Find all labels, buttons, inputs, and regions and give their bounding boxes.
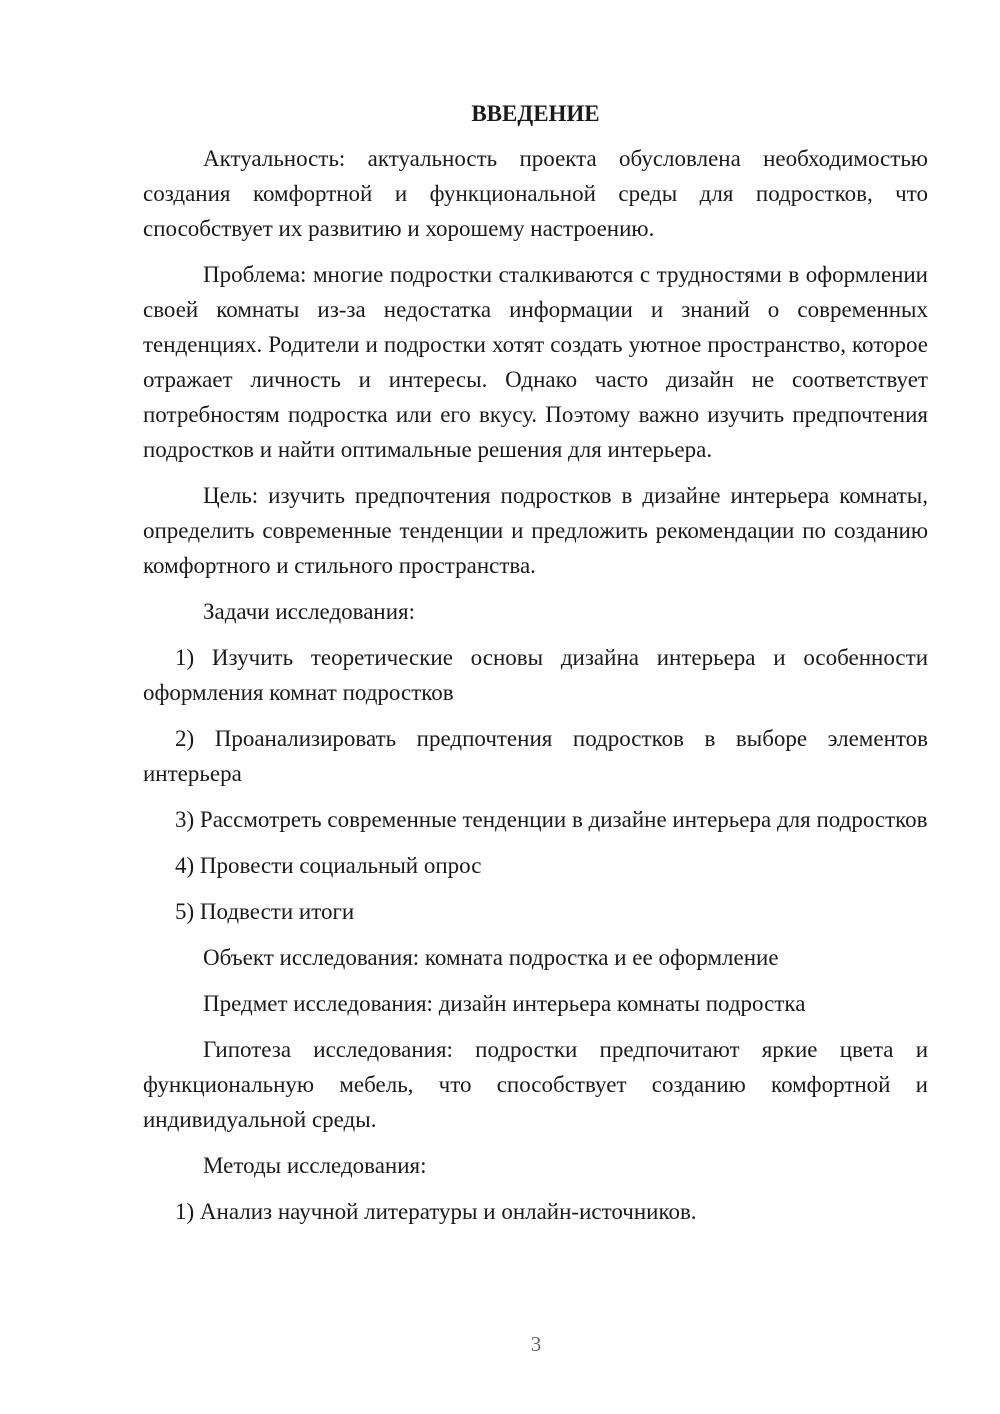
paragraph-object: Объект исследования: комната подростка и ее оформление [203, 945, 779, 970]
paragraph-problem: Проблема: многие подростки сталкиваются с трудностями в оформлении своей комнаты из-за недостатка информации и знаний о современных тенденциях. Родители и подростки хотят создать уютное пространство, которое отражает личность и интересы. Однако часто дизайн не соответствует потребностям подростка или его вкусу. Поэтому важно изучить предпочтения подростков и найти оптимальные решения для интерьера. [143, 262, 928, 462]
task-item: 5) Подвести итоги [175, 899, 355, 924]
page-body [143, 96, 928, 1240]
paragraph-hypothesis: Гипотеза исследования: подростки предпочитают яркие цвета и функциональную мебель, что способствует созданию комфортной и индивидуальной среды. [143, 1037, 928, 1132]
tasks-heading: Задачи исследования: [203, 599, 416, 624]
methods-heading: Методы исследования: [203, 1153, 427, 1178]
paragraph-goal: Цель: изучить предпочтения подростков в дизайне интерьера комнаты, определить современные тенденции и предложить рекомендации по созданию комфортного и стильного пространства. [143, 483, 928, 578]
page-number: 3 [530, 1332, 542, 1356]
paragraph-relevance: Актуальность: актуальность проекта обусловлена необходимостью создания комфортной и функциональной среды для подростков, что способствует их развитию и хорошему настроению. [143, 146, 928, 241]
section-title: ВВЕДЕНИЕ [471, 101, 600, 126]
method-item: 1) Анализ научной литературы и онлайн-источников. [175, 1199, 697, 1224]
task-item: 2) Проанализировать предпочтения подростков в выборе элементов интерьера [143, 726, 928, 786]
paragraph-subject: Предмет исследования: дизайн интерьера комнаты подростка [203, 991, 806, 1016]
task-item: 3) Рассмотреть современные тенденции в дизайне интерьера для подростков [175, 807, 928, 832]
task-item: 1) Изучить теоретические основы дизайна интерьера и особенности оформления комнат подростков [143, 645, 928, 705]
task-item: 4) Провести социальный опрос [175, 853, 482, 878]
